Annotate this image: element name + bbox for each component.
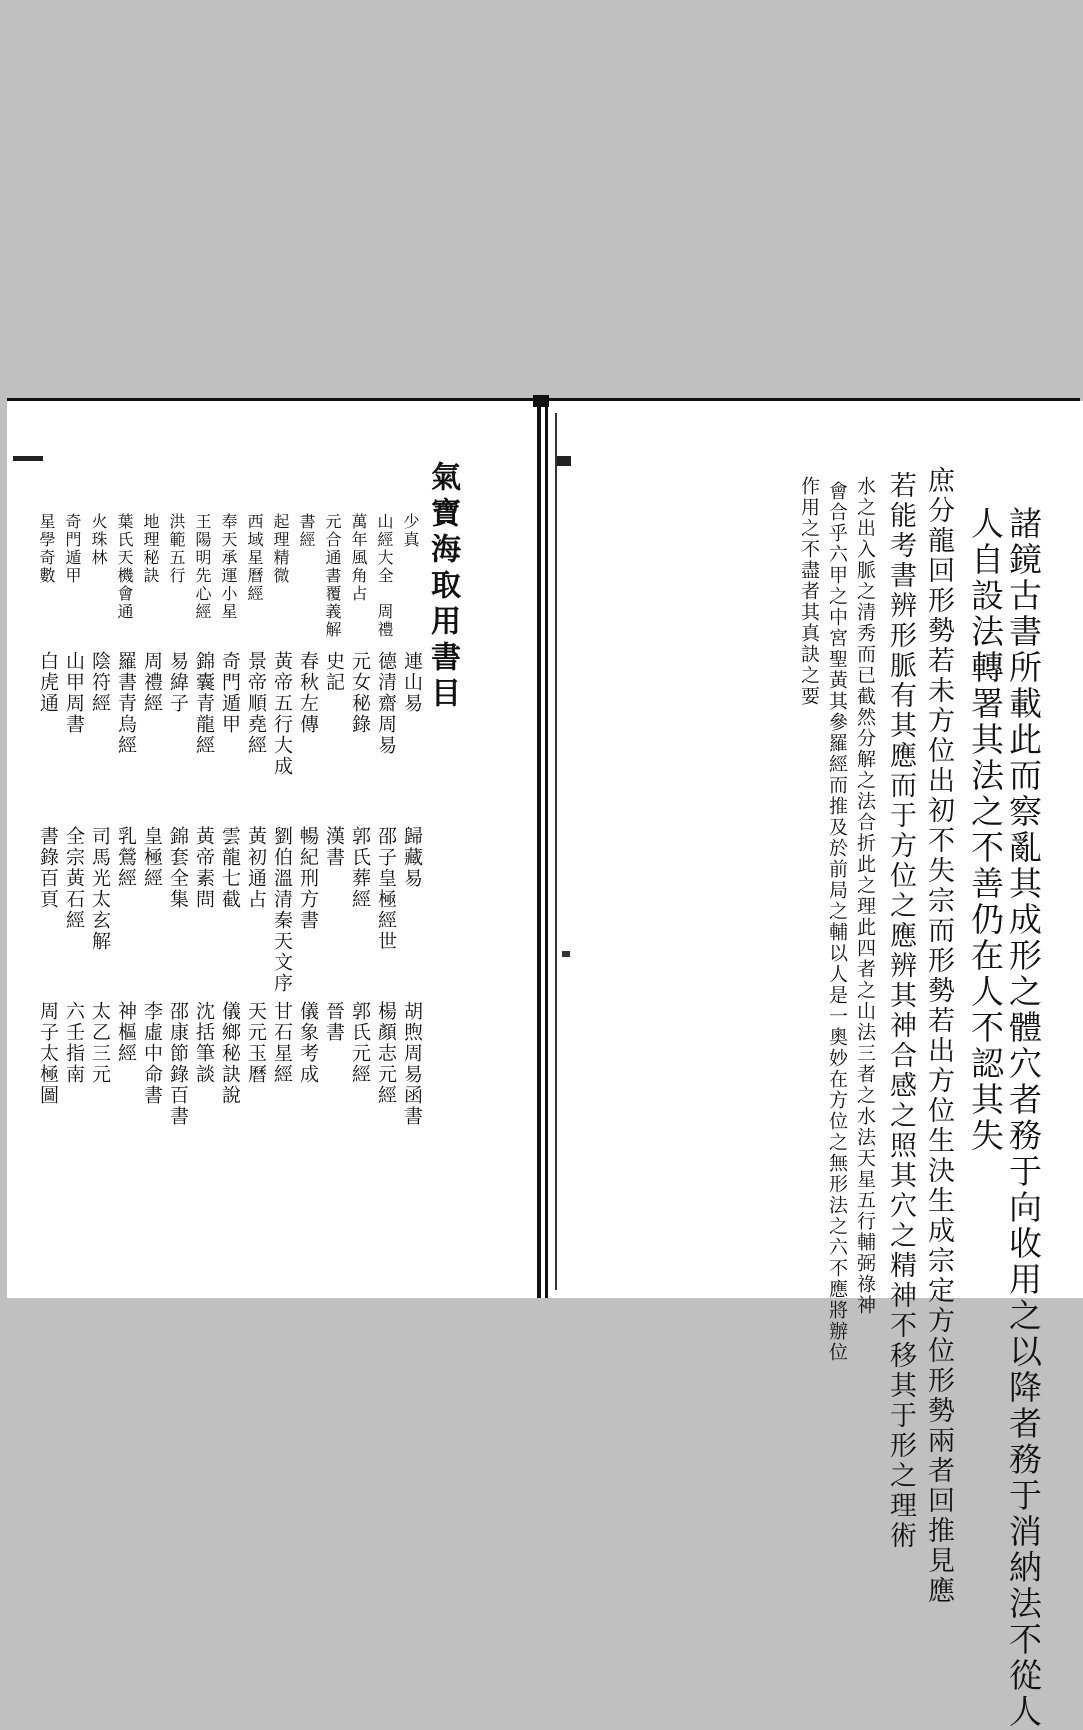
book-title: 錦套全集	[167, 826, 189, 910]
book-title-upper: 奇門遁甲	[63, 513, 82, 585]
book-title: 天元玉曆	[245, 1001, 267, 1085]
text-column: 若能考書辨形脈有其應而于方位之應辨其神合感之照其穴之精神不移其于形之理術	[885, 471, 916, 1551]
book-title: 黃初通占	[245, 826, 267, 910]
book-title: 易緯子	[167, 651, 189, 714]
book-title: 沈括筆談	[193, 1001, 215, 1085]
book-title: 白虎通	[37, 651, 59, 714]
text-column: 水之出入脈之清秀而已截然分解之法合折此之理此四者之山法三者之水法天星五行輔弼祿神	[854, 476, 876, 1316]
book-title: 乳鶯經	[115, 826, 137, 889]
book-title: 景帝順堯經	[245, 651, 267, 756]
book-title: 郭氏元經	[349, 1001, 371, 1085]
book-title: 暢紀刑方書	[297, 826, 319, 931]
book-title: 山甲周書	[63, 651, 85, 735]
book-title: 李虛中命書	[141, 1001, 163, 1106]
book-title-upper: 萬年風角占	[349, 513, 368, 603]
book-title: 黃帝五行大成	[271, 651, 293, 777]
book-title-upper: 王陽明先心經	[193, 513, 212, 621]
book-title: 甘石星經	[271, 1001, 293, 1085]
book-title: 奇門遁甲	[219, 651, 241, 735]
page-edge-line	[555, 413, 557, 1290]
text-column: 人自設法轉署其法之不善仍在人不認其失	[966, 506, 1005, 1154]
book-title: 儀鄉秘訣說	[219, 1001, 241, 1106]
book-title-upper: 山經大全 周禮	[375, 513, 394, 639]
book-title: 郭氏葬經	[349, 826, 371, 910]
book-title: 六壬指南	[63, 1001, 85, 1085]
page-mark	[13, 456, 43, 461]
book-title: 周子太極圖	[37, 1001, 59, 1106]
book-title: 雲龍七截	[219, 826, 241, 910]
ink-spot	[562, 951, 570, 957]
book-title: 漢書	[323, 826, 345, 868]
book-title: 史記	[323, 651, 345, 693]
page-title: 氣寶海取用書目	[425, 461, 460, 713]
book-title: 德清齋周易	[375, 651, 397, 756]
book-title-upper: 洪範五行	[167, 513, 186, 585]
book-title: 周禮經	[141, 651, 163, 714]
book-title-upper: 奉天承運小星	[219, 513, 238, 621]
text-column: 庶分龍回形勢若未方位出初不失宗而形勢若出方位生決生成宗定方位形勢兩者回推見應	[923, 466, 954, 1606]
book-title-upper: 葉氏天機會通	[115, 513, 134, 621]
book-title: 全宗黃石經	[63, 826, 85, 931]
book-title: 胡煦周易函書	[401, 1001, 423, 1127]
book-title-upper: 書經	[297, 513, 316, 549]
book-title-upper: 火珠林	[89, 513, 108, 567]
book-title: 皇極經	[141, 826, 163, 889]
book-title: 司馬光太玄解	[89, 826, 111, 952]
text-column: 作用之不盡者其真訣之要	[798, 476, 820, 707]
book-title: 劉伯溫清秦天文序	[271, 826, 293, 994]
text-column: 會合乎六甲之中宮聖黃其參羅經而推及於前局之輔以人是一奧妙在方位之無形法之六不應將辦位	[826, 481, 848, 1363]
book-title-upper: 元合通書覆義解	[323, 513, 342, 639]
book-title-upper: 西域星曆經	[245, 513, 264, 603]
book-title: 儀象考成	[297, 1001, 319, 1085]
binding-gutter	[533, 395, 549, 407]
book-title: 邵子皇極經世	[375, 826, 397, 952]
book-title: 連山易	[401, 651, 423, 714]
book-title: 錦囊青龍經	[193, 651, 215, 756]
book-title: 楊顏志元經	[375, 1001, 397, 1106]
book-title: 邵康節錄百書	[167, 1001, 189, 1127]
book-title-upper: 起理精微	[271, 513, 290, 585]
book-spread	[7, 398, 1080, 1730]
book-title-upper: 少真	[401, 513, 420, 549]
book-title-upper: 星學奇數	[37, 513, 56, 585]
book-title: 歸藏易	[401, 826, 423, 889]
text-column: 諸鏡古書所載此而察亂其成形之體穴者務于向收用之以降者務于消納法不從人	[1004, 506, 1043, 1730]
book-title: 黃帝素問	[193, 826, 215, 910]
book-title: 羅書青烏經	[115, 651, 137, 756]
book-title: 書錄百頁	[37, 826, 59, 910]
book-title: 神樞經	[115, 1001, 137, 1064]
book-title-upper: 地理秘訣	[141, 513, 160, 585]
book-title: 陰符經	[89, 651, 111, 714]
book-title: 晉書	[323, 1001, 345, 1043]
book-title: 春秋左傳	[297, 651, 319, 735]
book-title: 太乙三元	[89, 1001, 111, 1085]
book-title: 元女秘錄	[349, 651, 371, 735]
page-mark-right	[557, 456, 571, 466]
